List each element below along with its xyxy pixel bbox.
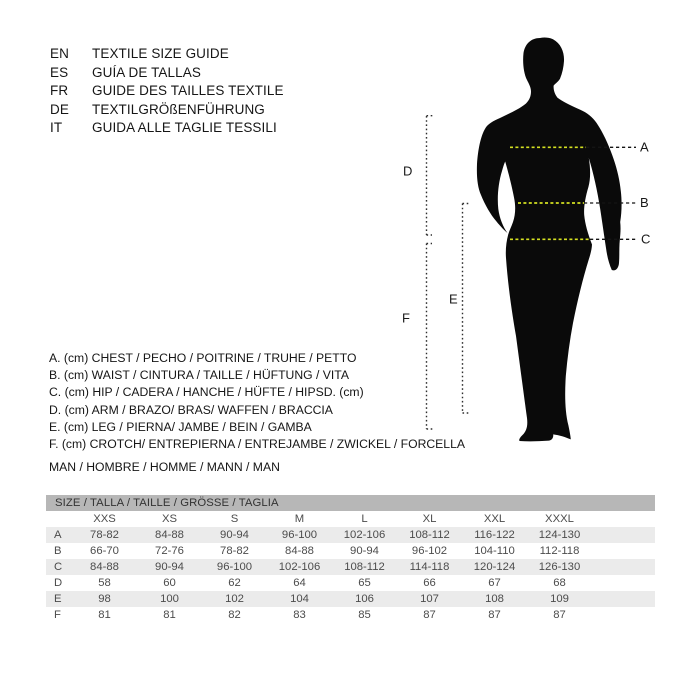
figure-label-e: E [449,291,458,307]
size-cell: 87 [423,609,436,621]
figure-label-b: B [640,195,649,210]
language-row [50,119,284,138]
size-column-header: M [294,513,305,525]
size-table-grid [46,511,655,623]
table-row [46,575,655,591]
figure-label-c: C [641,231,651,247]
filler-cell [592,575,655,591]
language-code: IT [50,120,63,135]
table-row [46,543,655,559]
size-cell: 108-112 [409,529,450,541]
row-label: A [54,529,62,541]
size-cell: 65 [358,577,371,589]
size-cell: 58 [98,577,111,589]
measurement-line: F. (cm) CROTCH/ ENTREPIERNA / ENTREJAMBE / ZWICKEL / FORCELLA [49,437,465,452]
row-label: B [54,545,62,557]
size-column-header: XXXL [545,513,574,525]
language-row [50,64,284,83]
size-cell: 90-94 [350,545,379,557]
corner-cell [46,511,72,527]
size-cell: 66-70 [90,545,119,557]
size-column-header: XS [161,513,178,525]
table-row [46,527,655,543]
size-column-header: XL [422,513,437,525]
measurement-line: D. (cm) ARM / BRAZO/ BRAS/ WAFFEN / BRACCIA [49,402,333,417]
size-cell: 120-124 [473,561,516,573]
size-cell: 104-110 [474,545,515,557]
figure-label-d: D [403,163,413,179]
size-cell: 90-94 [220,529,249,541]
size-cell: 108 [485,593,504,605]
language-title-block [50,45,284,138]
measurement-legend [49,350,465,453]
size-cell: 126-130 [538,561,581,573]
size-table-title: SIZE / TALLA / TAILLE / GRÖSSE / TAGLIA [46,495,655,511]
size-cell: 114-118 [409,561,450,573]
measurement-line: A. (cm) CHEST / PECHO / POITRINE / TRUHE / PETTO [49,351,357,365]
size-cell: 83 [293,609,306,621]
filler-cell [592,527,655,543]
subject-line: MAN / HOMBRE / HOMME / MANN / MAN [49,460,280,474]
language-code: FR [50,83,69,98]
row-label: F [54,609,61,621]
language-row [50,82,284,101]
size-cell: 81 [163,609,176,621]
size-cell: 87 [488,609,501,621]
measurement-line: E. (cm) LEG / PIERNA/ JAMBE / BEIN / GAMBA [49,419,312,434]
size-cell: 102-106 [343,529,386,541]
row-label: D [54,577,63,589]
size-cell: 78-82 [90,529,119,541]
filler-cell [592,511,655,527]
size-column-header: S [230,513,239,525]
size-cell: 96-100 [281,529,318,541]
filler-cell [592,559,655,575]
filler-cell [592,607,655,623]
size-cell: 82 [228,609,241,621]
figure-label-a: A [640,139,649,155]
size-cell: 84-88 [285,545,314,557]
size-cell: 72-76 [155,545,184,557]
size-cell: 96-100 [216,561,253,573]
size-cell: 96-102 [411,545,448,557]
size-cell: 62 [228,577,241,589]
size-column-header: XXS [93,513,116,525]
table-row [46,591,655,607]
language-row [50,45,284,64]
size-cell: 64 [293,577,306,589]
language-title: GUIDA ALLE TAGLIE TESSILI [92,120,277,135]
measurement-line: B. (cm) WAIST / CINTURA / TAILLE / HÜFTUNG / VITA [49,368,349,383]
size-cell: 84-88 [155,529,184,541]
filler-cell [592,543,655,559]
language-code: DE [50,101,69,117]
size-cell: 81 [98,609,111,621]
row-label: E [54,593,62,605]
size-column-header: L [361,513,368,525]
size-cell: 116-122 [474,529,515,541]
size-cell: 85 [358,609,371,621]
size-table [46,495,655,623]
size-cell: 102-106 [278,561,321,573]
size-cell: 112-118 [539,545,580,557]
language-title: TEXTILE SIZE GUIDE [92,46,229,61]
language-code: ES [50,64,69,80]
size-cell: 67 [488,577,501,589]
size-cell: 104 [290,593,309,605]
size-cell: 84-88 [90,561,119,573]
size-cell: 78-82 [220,545,249,557]
language-title: GUIDE DES TAILLES TEXTILE [92,83,284,98]
size-cell: 66 [423,577,436,589]
size-column-header: XXL [483,513,506,525]
table-row [46,607,655,623]
row-label: C [54,561,63,573]
size-cell: 106 [355,593,374,605]
size-cell: 98 [98,593,111,605]
filler-cell [592,591,655,607]
language-title: GUÍA DE TALLAS [92,64,201,80]
size-cell: 87 [553,609,566,621]
size-cell: 68 [553,577,566,589]
size-cell: 107 [420,593,439,605]
language-title: TEXTILGRÖßENFÜHRUNG [92,101,265,117]
size-cell: 109 [550,593,569,605]
size-cell: 90-94 [155,561,184,573]
size-header-row [46,511,655,527]
figure-label-f: F [402,310,410,326]
size-cell: 100 [160,593,179,605]
table-row [46,559,655,575]
arm-length-bracket [427,116,434,235]
measurement-line: C. (cm) HIP / CADERA / HANCHE / HÜFTE / HIPSD. (cm) [49,385,364,400]
size-cell: 60 [163,577,176,589]
language-row [50,101,284,120]
size-cell: 124-130 [538,529,581,541]
size-cell: 108-112 [344,561,385,573]
language-code: EN [50,46,69,61]
size-cell: 102 [225,593,244,605]
